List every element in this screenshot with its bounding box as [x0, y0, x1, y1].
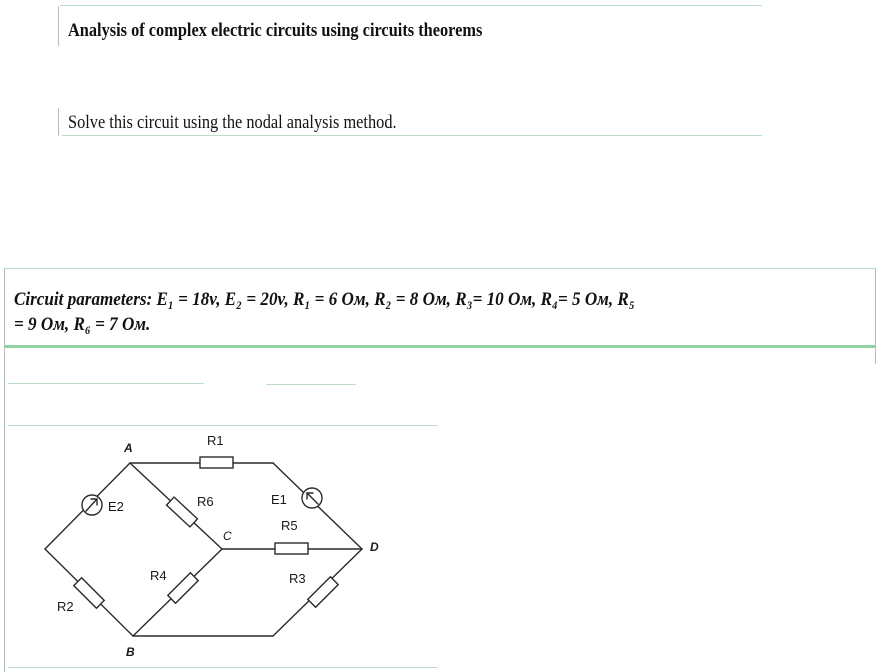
node-c-label: C	[223, 529, 232, 543]
resistor-r3	[308, 577, 338, 607]
e1-label: E1	[271, 492, 287, 507]
parameters-line-2: = 9 Ом, R₆ = 7 Ом.	[14, 314, 151, 335]
instruction-text: Solve this circuit using the nodal analysis method.	[68, 112, 397, 133]
resistor-r6	[167, 497, 198, 527]
resistor-r2	[74, 578, 104, 608]
r5-label: R5	[281, 518, 298, 533]
node-d-label: D	[370, 540, 379, 554]
resistor-r5	[275, 543, 308, 554]
r4-label: R4	[150, 568, 167, 583]
node-a-label: A	[124, 441, 133, 455]
resistor-r4	[168, 573, 198, 603]
r3-label: R3	[289, 571, 306, 586]
resistor-r1	[200, 457, 233, 468]
r6-label: R6	[197, 494, 214, 509]
r2-label: R2	[57, 599, 74, 614]
e2-label: E2	[108, 499, 124, 514]
document-title: Analysis of complex electric circuits using circuits theorems	[68, 20, 483, 41]
parameters-line-1: Circuit parameters: E₁ = 18v, E₂ = 20v, R₁ = 6 Ом, R₂ = 8 Ом, R₃= 10 Ом, R₄= 5 Ом, R₅	[14, 289, 635, 310]
r1-label: R1	[207, 433, 224, 448]
node-b-label: B	[126, 645, 135, 659]
